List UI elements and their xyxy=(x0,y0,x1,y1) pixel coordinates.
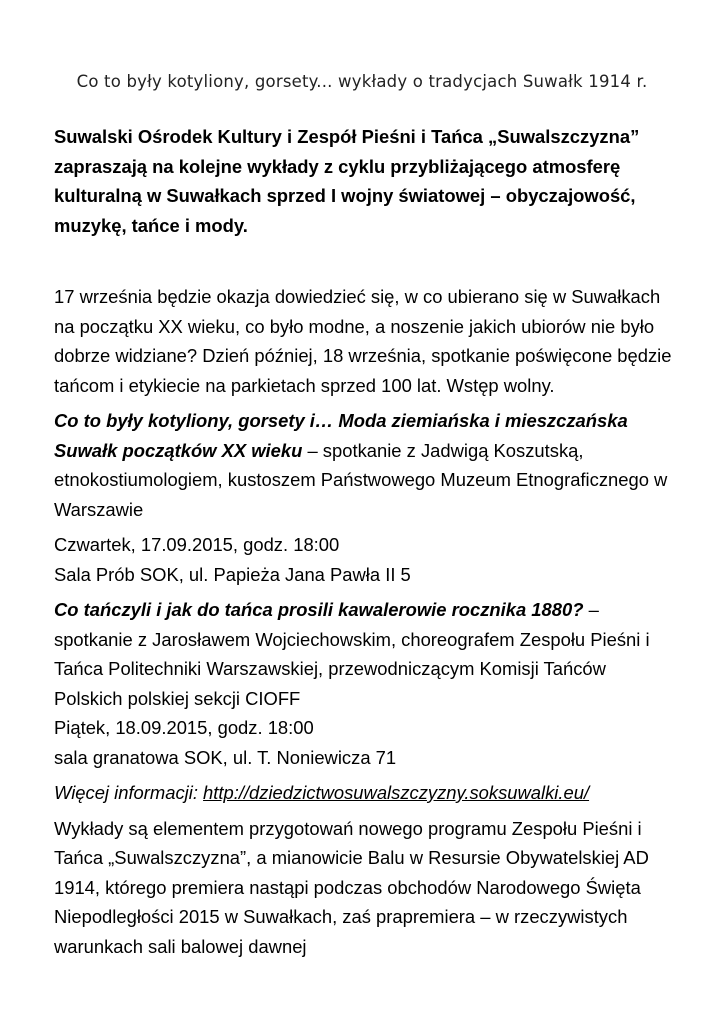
event2-date: Piątek, 18.09.2015, godz. 18:00 xyxy=(54,717,314,738)
event2-paragraph xyxy=(54,595,674,713)
event1-place: Sala Prób SOK, ul. Papieża Jana Pawła II 5 xyxy=(54,563,411,585)
page-title: Co to były kotyliony, gorsety... wykłady o tradycjach Suwałk 1914 r. xyxy=(76,72,648,91)
more-info-label: Więcej informacji: xyxy=(54,782,204,803)
more-info-link[interactable]: http://dziedzictwosuwalszczyzny.soksuwalki.eu/ xyxy=(203,782,590,803)
lead-paragraph: Suwalski Ośrodek Kultury i Zespół Pieśni i Tańca „Suwalszczyzna” zapraszają na kolejne wykłady z cyklu przybliżającego atmosferę kulturalną w Suwałkach sprzed I wojny światowej – obyczajowość, muzykę, tańce i mody. xyxy=(54,126,640,236)
event2-place: sala granatowa SOK, ul. T. Noniewicza 71 xyxy=(54,746,397,768)
article-body xyxy=(54,122,674,961)
intro-paragraph: 17 września będzie okazja dowiedzieć się, w co ubierano się w Suwałkach na początku XX wieku, co było modne, a noszenie jakich ubiorów nie było dobrze widziane? Dzień później, 18 września, spotkanie poświęcone będzie tańcom i etykiecie na parkietach sprzed 100 lat. Wstęp wolny. xyxy=(54,286,672,396)
event1-paragraph xyxy=(54,406,674,524)
closing-paragraph: Wykłady są elementem przygotowań nowego programu Zespołu Pieśni i Tańca „Suwalszczyzna”, a mianowicie Balu w Resursie Obywatelskiej AD 1914, którego premiera nastąpi podczas obchodów Narodowego Święta Niepodległości 2015 w Suwałkach, zaś prapremiera – w rzeczywistych warunkach sali balowej dawnej xyxy=(54,817,649,957)
event2-title: Co tańczyli i jak do tańca prosili kawalerowie rocznika 1880? xyxy=(54,599,584,620)
event1-date: Czwartek, 17.09.2015, godz. 18:00 xyxy=(54,534,340,555)
event2-description: – spotkanie z Jarosławem Wojciechowskim, choreografem Zespołu Pieśni i Tańca Politechniki Warszawskiej, przewodniczącym Komisji Tańców Polskich polskiej sekcji CIOFF xyxy=(54,599,650,709)
event1-description: – spotkanie z Jadwigą Koszutską, etnokostiumologiem, kustoszem Państwowego Muzeum Etnograficznego w Warszawie xyxy=(54,439,668,520)
more-info xyxy=(54,778,674,808)
event1-title: Co to były kotyliony, gorsety i… Moda ziemiańska i mieszczańska Suwałk początków XX wieku xyxy=(54,410,628,461)
